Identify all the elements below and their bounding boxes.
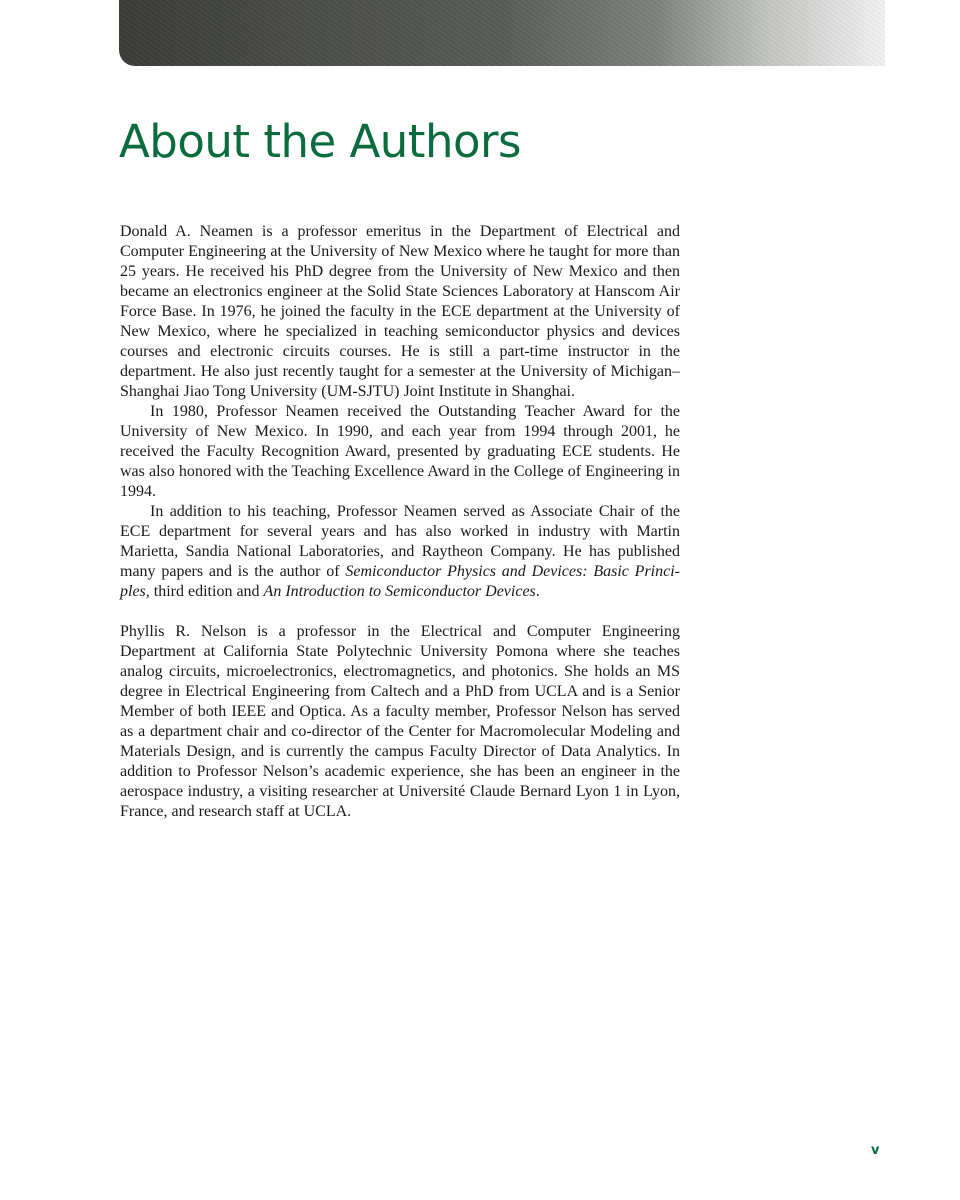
book-title-semiconductor-physics: Semiconductor Physics and Devices: Basic Princi-ples, <box>120 563 681 600</box>
page-number: v <box>871 1143 880 1158</box>
header-band <box>119 0 885 66</box>
book-title-intro-semiconductor-devices: An Introduction to Semiconductor Devices <box>263 583 536 600</box>
text-segment: third edition and <box>149 583 264 600</box>
text-segment: . <box>535 583 540 600</box>
body-text <box>120 222 680 822</box>
paragraph-neamen-awards: In 1980, Professor Neamen received the Outstanding Teacher Award for the University of New Mexico. In 1990, and each year from 1994 through 2001, he received the Faculty Recognition Award, presented by graduating ECE students. He was also honored with the Teaching Excellence Award in the College of Engineering in 1994. <box>120 403 680 500</box>
paragraph-neamen-career <box>120 502 680 602</box>
text-segment: In addition to his teaching, Professor Neamen served as Associate Chair of the ECE department for several years and has also worked in industry with Martin Marietta, Sandia National Laboratories, and Raytheon Company. He has published many papers and is the author of <box>120 503 680 580</box>
paragraph-neamen-bio: Donald A. Neamen is a professor emeritus in the Department of Electrical and Computer Engineering at the University of New Mexico where he taught for more than 25 years. He received his PhD degree from the University of New Mexico and then became an electronics engineer at the Solid State Sciences Laboratory at Hanscom Air Force Base. In 1976, he joined the faculty in the ECE department at the University of New Mexico, where he specialized in teaching semiconductor physics and devices courses and electronic circuits courses. He is still a part-time instructor in the department. He also just recently taught for a semester at the University of Michigan–Shanghai Jiao Tong University (UM-SJTU) Joint Institute in Shanghai. <box>120 223 680 400</box>
page-title: About the Authors <box>119 115 521 168</box>
paragraph-nelson-bio: Phyllis R. Nelson is a professor in the Electrical and Computer Engineering Department at California State Polytechnic University Pomona where she teaches analog circuits, microelectronics, electromagnetics, and photonics. She holds an MS degree in Electrical Engineering from Caltech and a PhD from UCLA and is a Senior Member of both IEEE and Optica. As a faculty member, Professor Nelson has served as a department chair and co-director of the Center for Macromolecular Modeling and Materials Design, and is currently the campus Faculty Director of Data Analytics. In addition to Professor Nelson’s academic experience, she has been an engineer in the aerospace industry, a visiting researcher at Université Claude Bernard Lyon 1 in Lyon, France, and research staff at UCLA. <box>120 623 680 820</box>
